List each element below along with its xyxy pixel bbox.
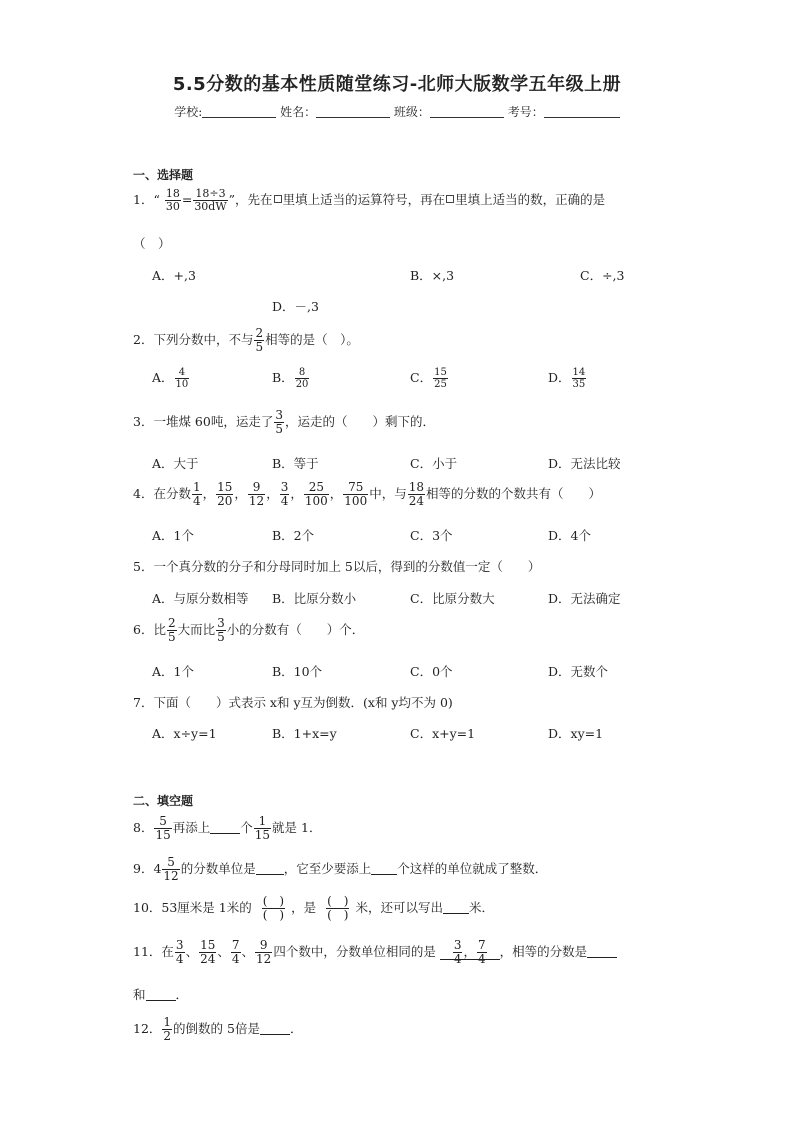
exam-no-label: 考号： — [507, 105, 544, 119]
equals-sign: = — [181, 192, 193, 207]
separator: ， — [463, 944, 476, 959]
question-12 — [133, 1016, 303, 1043]
fraction — [216, 481, 233, 508]
question-text: ． — [289, 1021, 303, 1036]
denominator: 5 — [167, 630, 176, 644]
denominator: 30 — [165, 200, 180, 213]
option-a[interactable]: A．1个 — [152, 528, 194, 543]
numerator: 15 — [200, 938, 216, 952]
question-text: 大而比 — [177, 622, 216, 637]
question-text: 一堆煤 60吨，运走了 — [153, 414, 274, 429]
question-text: 相等的分数的个数共有（ ） — [426, 486, 602, 501]
fraction — [175, 367, 190, 390]
numerator: 9 — [252, 480, 261, 494]
numerator: 18÷3 — [195, 187, 226, 200]
fraction — [192, 481, 202, 508]
numerator: 75 — [348, 480, 364, 494]
question-number: 3． — [133, 414, 154, 429]
fraction — [254, 815, 271, 842]
numerator: 3 — [280, 480, 289, 494]
fraction — [199, 939, 216, 966]
question-number: 11． — [133, 944, 162, 959]
denominator: 5 — [217, 630, 225, 644]
question-text: ，运走的（ ）剩下的． — [284, 414, 435, 429]
fraction — [254, 327, 264, 354]
fraction — [408, 481, 425, 508]
denominator: 4 — [477, 952, 486, 966]
whole-number: 4 — [153, 861, 162, 876]
question-text: ，是 — [291, 900, 317, 915]
question-text: 米． — [469, 900, 495, 915]
fraction — [154, 815, 171, 842]
question-text: 在 — [161, 944, 174, 959]
question-7 — [133, 693, 453, 711]
question-number: 5． — [133, 559, 154, 574]
numerator: 3 — [217, 616, 225, 630]
option-c[interactable] — [410, 367, 449, 390]
option-c[interactable]: C．÷,3 — [580, 268, 625, 283]
separator: ， — [329, 486, 343, 501]
school-blank[interactable] — [202, 105, 276, 118]
option-a[interactable]: A．+,3 — [152, 268, 196, 283]
numerator: 18 — [408, 480, 424, 494]
question-8 — [133, 815, 321, 842]
box-placeholder — [274, 195, 282, 203]
question-text: 和 — [133, 987, 146, 1002]
denominator: 12 — [163, 869, 179, 883]
answer-blank[interactable] — [371, 863, 397, 875]
numerator: 7 — [477, 938, 486, 952]
question-text: 中，与 — [369, 486, 407, 501]
denominator: 100 — [344, 494, 368, 508]
denominator: 24 — [408, 494, 424, 508]
denominator: 12 — [256, 952, 272, 966]
question-text: 四个数中，分数单位相同的是 — [273, 944, 436, 959]
numerator: 3 — [275, 408, 283, 422]
name-label: 姓名： — [280, 105, 317, 119]
question-text: ”，先在 — [228, 192, 273, 207]
question-text: 比 — [153, 622, 166, 637]
option-c[interactable]: C．x+y=1 — [410, 726, 476, 741]
denominator: 5 — [255, 340, 264, 354]
numerator: 15 — [434, 367, 447, 378]
fraction — [433, 367, 448, 390]
option-b[interactable]: B．2个 — [272, 528, 315, 543]
option-letter: B． — [272, 370, 294, 385]
denominator: 30dW — [194, 200, 227, 213]
option-c[interactable]: C．0个 — [410, 664, 453, 679]
question-text: 就是 1． — [272, 820, 322, 835]
fraction — [216, 617, 226, 644]
option-a[interactable]: A．1个 — [152, 664, 194, 679]
question-text: 的分数单位是 — [180, 861, 256, 876]
question-2 — [133, 327, 359, 354]
numerator: 4 — [178, 367, 186, 378]
box-placeholder — [446, 195, 454, 203]
fraction — [165, 188, 181, 213]
question-text: 里填上适当的运算符号，再在 — [282, 192, 446, 207]
numerator-blank[interactable]: ( ) — [327, 894, 349, 908]
denominator: 4 — [453, 952, 462, 966]
answer-blank[interactable] — [260, 1023, 290, 1035]
question-3 — [133, 409, 435, 436]
question-number: 9． — [133, 861, 154, 876]
school-label: 学校: — [174, 105, 203, 119]
blank-fraction[interactable] — [262, 895, 285, 922]
question-number: 6． — [133, 622, 154, 637]
question-text: 小的分数有（ ）个． — [226, 622, 365, 637]
denominator: 4 — [175, 952, 184, 966]
answer-blank[interactable] — [443, 902, 469, 914]
numerator: 5 — [167, 855, 175, 869]
numerator: 15 — [217, 480, 233, 494]
numerator: 3 — [175, 938, 184, 952]
question-5 — [133, 557, 540, 575]
denominator: 4 — [231, 952, 240, 966]
option-a[interactable]: A．x÷y=1 — [152, 726, 217, 741]
question-text: ，它至少要添上 — [283, 861, 372, 876]
denominator-blank[interactable]: ( ) — [327, 908, 349, 922]
answer-blank[interactable] — [256, 863, 284, 875]
answer-filled[interactable] — [440, 938, 500, 966]
question-number: 2． — [133, 332, 154, 347]
option-letter: A． — [152, 370, 174, 385]
denominator: 24 — [200, 952, 216, 966]
option-c[interactable]: C．小于 — [410, 456, 458, 471]
numerator: 25 — [308, 480, 324, 494]
denominator: 4 — [280, 494, 289, 508]
separator: ， — [202, 486, 216, 501]
class-blank[interactable] — [430, 105, 504, 118]
numerator: 3 — [453, 938, 462, 952]
fraction — [193, 188, 227, 213]
fraction — [453, 939, 463, 966]
numerator: 2 — [255, 326, 264, 340]
question-number: 1． — [133, 192, 154, 207]
question-number: 8． — [133, 820, 154, 835]
separator: 、 — [241, 944, 255, 959]
separator: ， — [290, 486, 303, 501]
class-label: 班级： — [393, 105, 430, 119]
separator: 、 — [217, 944, 230, 959]
answer-blank[interactable] — [210, 822, 240, 834]
fraction — [255, 939, 272, 966]
denominator-blank[interactable]: ( ) — [262, 908, 285, 922]
numerator: 5 — [159, 814, 167, 828]
question-text: 个这样的单位就成了整数． — [397, 861, 548, 876]
question-text: 在分数 — [153, 486, 191, 501]
fraction — [280, 481, 290, 508]
blank-fraction[interactable] — [326, 895, 349, 922]
question-number: 12． — [133, 1021, 162, 1036]
numerator: 2 — [167, 616, 176, 630]
option-b[interactable]: B．10个 — [272, 664, 323, 679]
denominator: 10 — [175, 379, 189, 390]
exam-no-blank[interactable] — [544, 105, 620, 118]
page-title: 5.5分数的基本性质随堂练习-北师大版数学五年级上册 — [172, 74, 622, 95]
quote-mark: “ — [153, 192, 160, 207]
fraction — [572, 367, 587, 390]
option-b[interactable]: B．等于 — [272, 456, 319, 471]
separator: ， — [234, 486, 247, 501]
fraction — [343, 481, 368, 508]
denominator: 5 — [275, 422, 283, 436]
option-c[interactable]: C．3个 — [410, 528, 453, 543]
question-text: 里填上适当的数，正确的是 — [455, 192, 606, 207]
option-b[interactable] — [272, 367, 310, 390]
question-text: 再添上 — [172, 820, 211, 835]
numerator: 9 — [259, 938, 268, 952]
fraction — [162, 1016, 172, 1043]
fraction — [477, 939, 487, 966]
option-letter: C． — [410, 370, 433, 385]
option-c[interactable]: C．比原分数大 — [410, 591, 495, 606]
option-d[interactable]: D．－,3 — [272, 299, 319, 314]
question-11 — [133, 939, 617, 966]
name-blank[interactable] — [316, 105, 390, 118]
question-text: 的倒数的 5倍是 — [173, 1021, 260, 1036]
question-4 — [133, 481, 601, 508]
denominator: 12 — [248, 494, 265, 508]
option-d[interactable]: D．无法比较 — [548, 456, 621, 471]
option-b[interactable]: B．×,3 — [410, 268, 455, 283]
question-text: 米，还可以写出 — [355, 900, 443, 915]
question-6 — [133, 617, 364, 644]
numerator: 7 — [231, 938, 240, 952]
question-11-line2 — [133, 985, 188, 1003]
fraction — [231, 939, 241, 966]
answer-blank[interactable] — [587, 946, 617, 958]
denominator: 35 — [572, 379, 586, 390]
question-1 — [133, 188, 605, 213]
question-number: 10． — [133, 900, 162, 915]
question-number: 4． — [133, 486, 154, 501]
fraction — [175, 939, 185, 966]
denominator: 20 — [217, 494, 233, 508]
fraction — [304, 481, 329, 508]
option-a[interactable]: A．大于 — [152, 456, 199, 471]
denominator: 20 — [295, 379, 309, 390]
question-text: ，相等的分数是 — [499, 944, 588, 959]
option-letter: D． — [548, 370, 571, 385]
answer-paren[interactable]: （ ） — [133, 236, 171, 251]
question-text: 53厘米是 1米的 — [161, 900, 252, 915]
student-info-line — [0, 103, 794, 120]
fraction — [295, 367, 310, 390]
separator: ， — [266, 486, 279, 501]
question-number: 7． — [133, 695, 154, 710]
question-text: ． — [175, 987, 189, 1002]
numerator: 1 — [192, 480, 201, 494]
option-d[interactable] — [548, 367, 587, 390]
question-text: 下面（ ）式表示 x和 y互为倒数．(x和 y均不为 0) — [153, 695, 453, 710]
numerator-blank[interactable]: ( ) — [262, 894, 285, 908]
answer-blank[interactable] — [146, 989, 176, 1001]
denominator: 15 — [254, 828, 271, 842]
numerator: 1 — [163, 1015, 172, 1029]
fraction — [162, 856, 179, 883]
question-9 — [133, 856, 547, 883]
option-d[interactable]: D．xy=1 — [548, 726, 604, 741]
denominator: 15 — [155, 828, 171, 842]
fraction — [248, 481, 265, 508]
option-a[interactable] — [152, 367, 190, 390]
numerator: 8 — [298, 367, 306, 378]
numerator: 14 — [572, 367, 586, 378]
option-d[interactable]: D．4个 — [548, 528, 591, 543]
denominator: 2 — [163, 1029, 172, 1043]
fraction — [167, 617, 177, 644]
fraction — [274, 409, 284, 436]
section-choice-title: 一、选择题 — [133, 168, 194, 182]
numerator: 18 — [165, 187, 180, 200]
question-10 — [133, 895, 494, 922]
option-b[interactable]: B．比原分数小 — [272, 591, 357, 606]
denominator: 100 — [304, 494, 328, 508]
separator: 、 — [185, 944, 199, 959]
denominator: 25 — [434, 379, 447, 390]
question-text: 一个真分数的分子和分母同时加上 5以后，得到的分数值一定（ ） — [153, 559, 541, 574]
question-text: 相等的是（ ）。 — [265, 332, 359, 347]
option-a[interactable]: A．与原分数相等 — [152, 591, 249, 606]
option-d[interactable]: D．无法确定 — [548, 591, 621, 606]
numerator: 1 — [258, 814, 267, 828]
question-text: 个 — [240, 820, 253, 835]
denominator: 4 — [192, 494, 201, 508]
section-fill-title: 二、填空题 — [133, 794, 194, 808]
question-text: 下列分数中，不与 — [153, 332, 254, 347]
option-b[interactable]: B．1+x=y — [272, 726, 337, 741]
option-d[interactable]: D．无数个 — [548, 664, 609, 679]
